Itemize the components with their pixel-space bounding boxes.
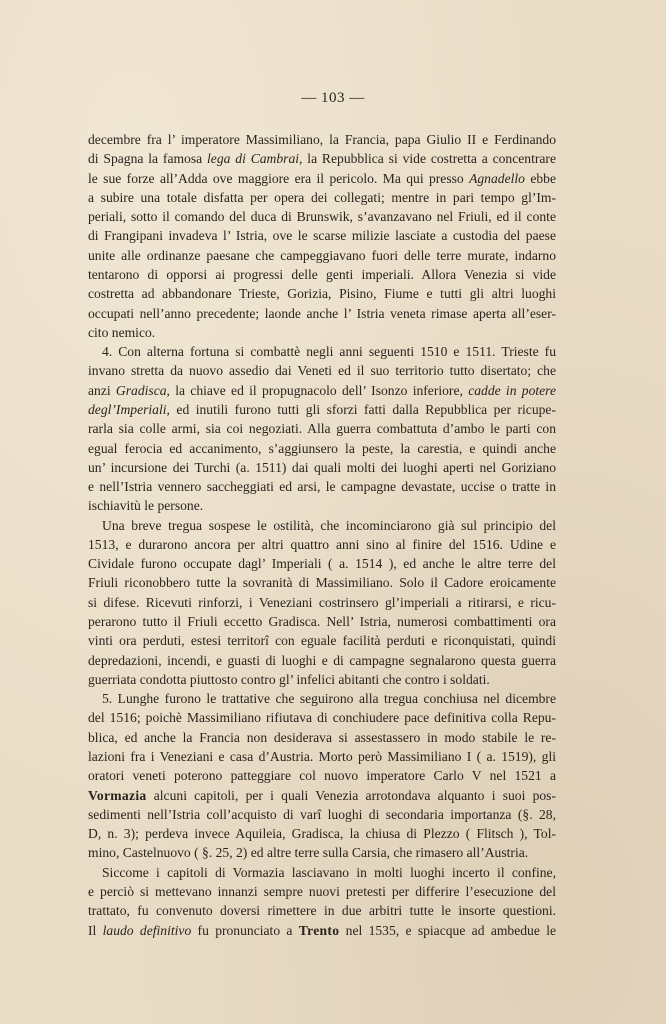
text-line: 4. Con alterna fortuna si combattè negli anni seguenti 1510 e 1511. Trieste fu — [102, 344, 556, 360]
text-line: depredazioni, incendi, e guasti di luoghi e di campagne segnalarono questa guerra — [88, 652, 556, 668]
text-line: invano stretta da nuovo assedio dai Veneti ed il suo territorio tutto disertato; che — [88, 363, 556, 379]
text-line: trattato, fu convenuto doversi rimettere in due arbitri tutte le insorte questioni. — [88, 903, 556, 919]
text-line: periali, sotto il comando del duca di Brunswik, s’avanzavano nel Friuli, ed il conte — [88, 209, 556, 225]
text-line: lazioni fra i Veneziani e casa d’Austria. Morto però Massimiliano I ( a. 1519), gli — [88, 749, 556, 764]
text-line: e perciò si mettevano innanzi sempre nuovi pretesti per differire l’esecuzione del — [88, 883, 556, 899]
text-line: perarono tutto il Friuli eccetto Gradisca. Nell’ Istria, numerosi combattimenti ora — [88, 614, 556, 630]
text-line: si difese. Ricevuti rinforzi, i Veneziani costrinsero gl’imperiali a ritirarsi, e ricu- — [88, 594, 556, 610]
text-line: Il laudo definitivo fu pronunciato a Trento nel 1535, e spiacque ad ambedue le — [88, 922, 557, 938]
body-text — [88, 130, 556, 940]
text-line: tentarono di opporsi ai progressi delle genti imperiali. Allora Venezia si vide — [88, 266, 556, 282]
page-number: — 103 — — [301, 90, 365, 106]
text-line: Siccome i capitoli di Vormazia lasciavano in molti luoghi incerto il confine, — [102, 864, 556, 880]
text-line: Cividale furono occupate dagl’ Imperiali ( a. 1514 ), ed anche le altre terre del — [88, 556, 556, 572]
text-line: le sue forze all’Adda ove maggiore era il pericolo. Ma qui presso Agnadello ebbe — [88, 170, 556, 186]
text-line: un’ incursione dei Turchi (a. 1511) dai quali molti dei luoghi aperti nel Goriziano — [88, 459, 556, 475]
text-line: Una breve tregua sospese le ostilità, che incominciarono già sul principio del — [102, 517, 556, 533]
text-line: di Spagna la famosa lega di Cambrai, la Repubblica si vide costretta a concentrare — [88, 151, 556, 167]
text-line: anzi Gradisca, la chiave ed il propugnacolo dell’ Isonzo inferiore, cadde in potere — [88, 382, 556, 398]
text-line: a subire una totale disfatta per opera dei collegati; mentre in pari tempo gl’Im- — [88, 189, 556, 205]
text-line: costretta ad abbandonare Trieste, Gorizia, Pisino, Fiume e tutti gli altri luoghi — [88, 286, 556, 302]
text-line: di Frangipani invadeva l’ Istria, ove le scarse milizie lasciate a custodia del paese — [88, 228, 556, 244]
text-line: 5. Lunghe furono le trattative che seguirono alla tregua conchiusa nel dicembre — [102, 691, 556, 707]
text-line: Vormazia alcuni capitoli, per i quali Venezia arrotondava alquanto i suoi pos- — [88, 787, 556, 803]
text-line: sedimenti nell’Istria coll’acquisto di varî luoghi di secondaria importanza (§. 28, — [88, 806, 556, 822]
text-line: decembre fra l’ imperatore Massimiliano, la Francia, papa Giulio II e Ferdinando — [88, 132, 556, 147]
text-line: unite alle ordinanze paesane che campeggiavano fuori delle terre murate, indarno — [88, 247, 556, 263]
text-line: e nell’Istria vennero saccheggiati ed arsi, le campagne devastate, uccise o tratte in — [88, 479, 556, 495]
text-line: egual ferocia ed accanimento, s’aggiunsero la peste, la carestia, e quindi anche — [88, 440, 556, 456]
text-line: oratori veneti poterono patteggiare col nuovo imperatore Carlo V nel 1521 a — [88, 768, 556, 784]
text-line: ischiavitù le persone. — [88, 498, 204, 514]
text-line: occupati nell’anno precedente; laonde anche l’ Istria veneta rimase aperta all’eser- — [88, 305, 556, 321]
text-line: cito nemico. — [88, 324, 156, 340]
text-line: guerriata condotta piuttosto contro gl’ infelici abitanti che contro i soldati. — [88, 671, 490, 687]
text-line: del 1516; poichè Massimiliano rifiutava di conchiudere pace definitiva colla Repu- — [88, 710, 556, 726]
text-line: D, n. 3); perdeva invece Aquileia, Gradisca, la chiusa di Plezzo ( Flitsch ), Tol- — [88, 826, 556, 842]
text-line: vinti ora perduti, estesi territorî con eguale facilità perduti e riconquistati, quindi — [88, 633, 556, 649]
text-line: mino, Castelnuovo ( §. 25, 2) ed altre terre sulla Carsia, che rimasero all’Austria. — [88, 845, 529, 861]
text-line: 1513, e durarono ancora per altri quattro anni sino al finire del 1516. Udine e — [88, 536, 556, 552]
text-line: degl’Imperiali, ed inutili furono tutti gli sforzi fatti dalla Repubblica per ricupe- — [88, 401, 556, 417]
text-line: rarla sia colle armi, sia coi negoziati. Alla guerra combattuta d’ambo le parti con — [88, 421, 556, 437]
text-line: blica, ed anche la Francia non desiderava si assestassero in modo stabile le re- — [88, 729, 556, 745]
text-line: Friuli riconobbero tutte la sovranità di Massimiliano. Solo il Cadore eroicamente — [88, 575, 556, 591]
